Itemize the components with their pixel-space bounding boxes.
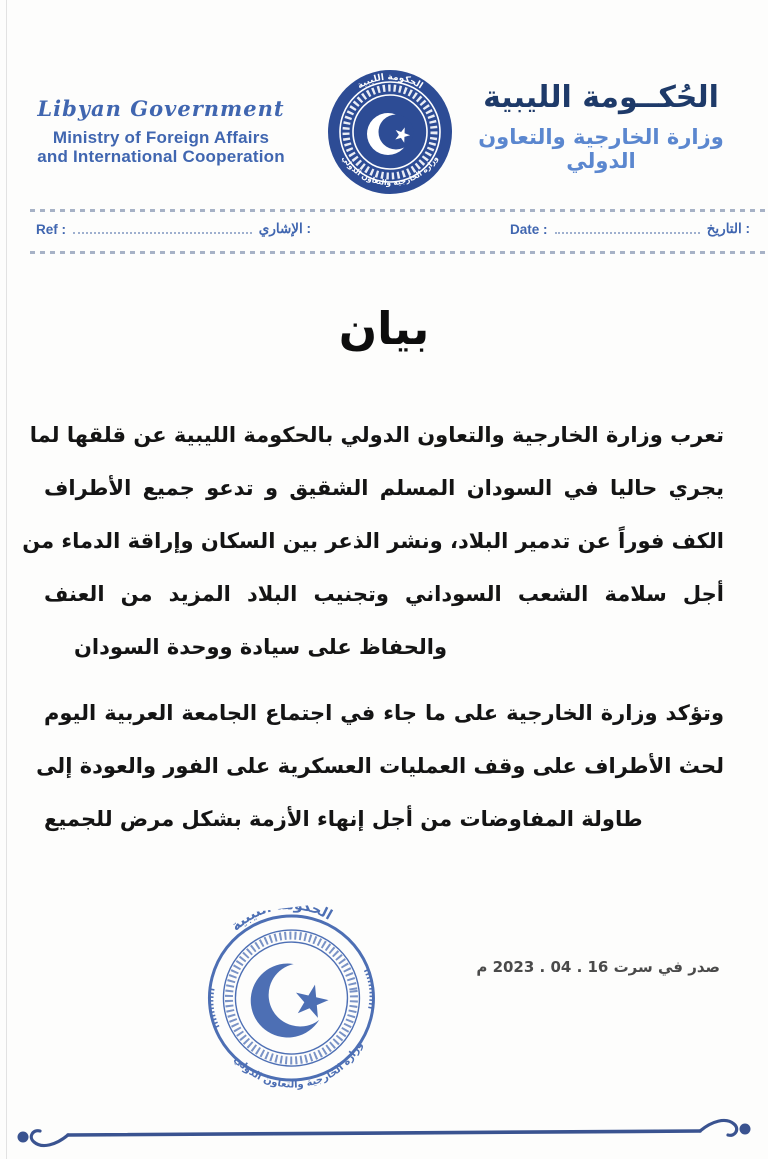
official-stamp-icon — [181, 897, 403, 1109]
svg-text:وزارة الخارجية والتعاون الدولي — [231, 1039, 370, 1098]
date-leader-line — [555, 224, 700, 234]
issued-place-date: صدر في سرت 16 . 04 . 2023 م — [476, 958, 720, 976]
statement-line: والحفاظ على سيادة ووحدة السودان — [74, 635, 448, 659]
statement-line: تعرب وزارة الخارجية والتعاون الدولي بالحكومة الليبية عن قلقها لما — [29, 423, 724, 447]
date-label-ar: التاريخ : — [706, 221, 750, 236]
statement-line: يجري حاليا في السودان المسلم الشقيق و تدعو جميع الأطراف — [44, 476, 724, 500]
ref-leader-line — [73, 224, 252, 234]
dotted-rule-bottom — [30, 251, 768, 254]
paragraph-2 — [36, 687, 724, 846]
emblem-top-text: الحكومة الليبية — [355, 72, 425, 92]
ministry-name-en — [30, 128, 292, 166]
paragraph-1 — [22, 409, 724, 674]
date-field — [510, 221, 750, 237]
ministry-name-en-line2: and International Cooperation — [37, 147, 285, 166]
statement-line: طاولة المفاوضات من أجل إنهاء الأزمة بشكل مرض للجميع — [44, 807, 643, 831]
statement-line: وتؤكد وزارة الخارجية على ما جاء في اجتماع الجامعة العربية اليوم — [44, 701, 724, 725]
ministry-name-ar: وزارة الخارجية والتعاون الدولي — [478, 125, 724, 173]
government-emblem-icon — [324, 64, 456, 204]
statement-line: أجل سلامة الشعب السوداني وتجنيب البلاد المزيد من العنف — [44, 582, 724, 606]
statement-title: بيان — [338, 302, 430, 355]
ref-label-en: Ref : — [36, 222, 66, 237]
stamp-top-text: الحكومة الليبية — [228, 897, 335, 935]
header-english-block — [30, 96, 292, 166]
footer-flourish-icon — [0, 1110, 768, 1159]
statement-body — [22, 409, 724, 846]
reference-field — [36, 221, 311, 237]
government-name-ar: الحُكــومة الليبية — [483, 80, 719, 115]
statement-line: لحث الأطراف على وقف العمليات العسكرية على الفور والعودة إلى — [36, 754, 724, 778]
government-name-en: Libyan Government — [37, 96, 285, 121]
reference-date-bar — [36, 221, 750, 237]
ref-label-ar: الإشاري : — [258, 221, 311, 236]
statement-line: الكف فوراً عن تدمير البلاد، ونشر الذعر بين السكان وإراقة الدماء من — [22, 529, 724, 553]
header-arabic-block — [442, 80, 760, 173]
dotted-rule-top — [30, 209, 768, 212]
emblem-bottom-text: وزارة الخارجية والتعاون الدولي — [340, 154, 440, 188]
ministry-name-en-line1: Ministry of Foreign Affairs — [52, 128, 270, 147]
stamp-bottom-text: وزارة الخارجية والتعاون الدولي — [231, 1040, 366, 1091]
date-label-en: Date : — [510, 222, 548, 237]
